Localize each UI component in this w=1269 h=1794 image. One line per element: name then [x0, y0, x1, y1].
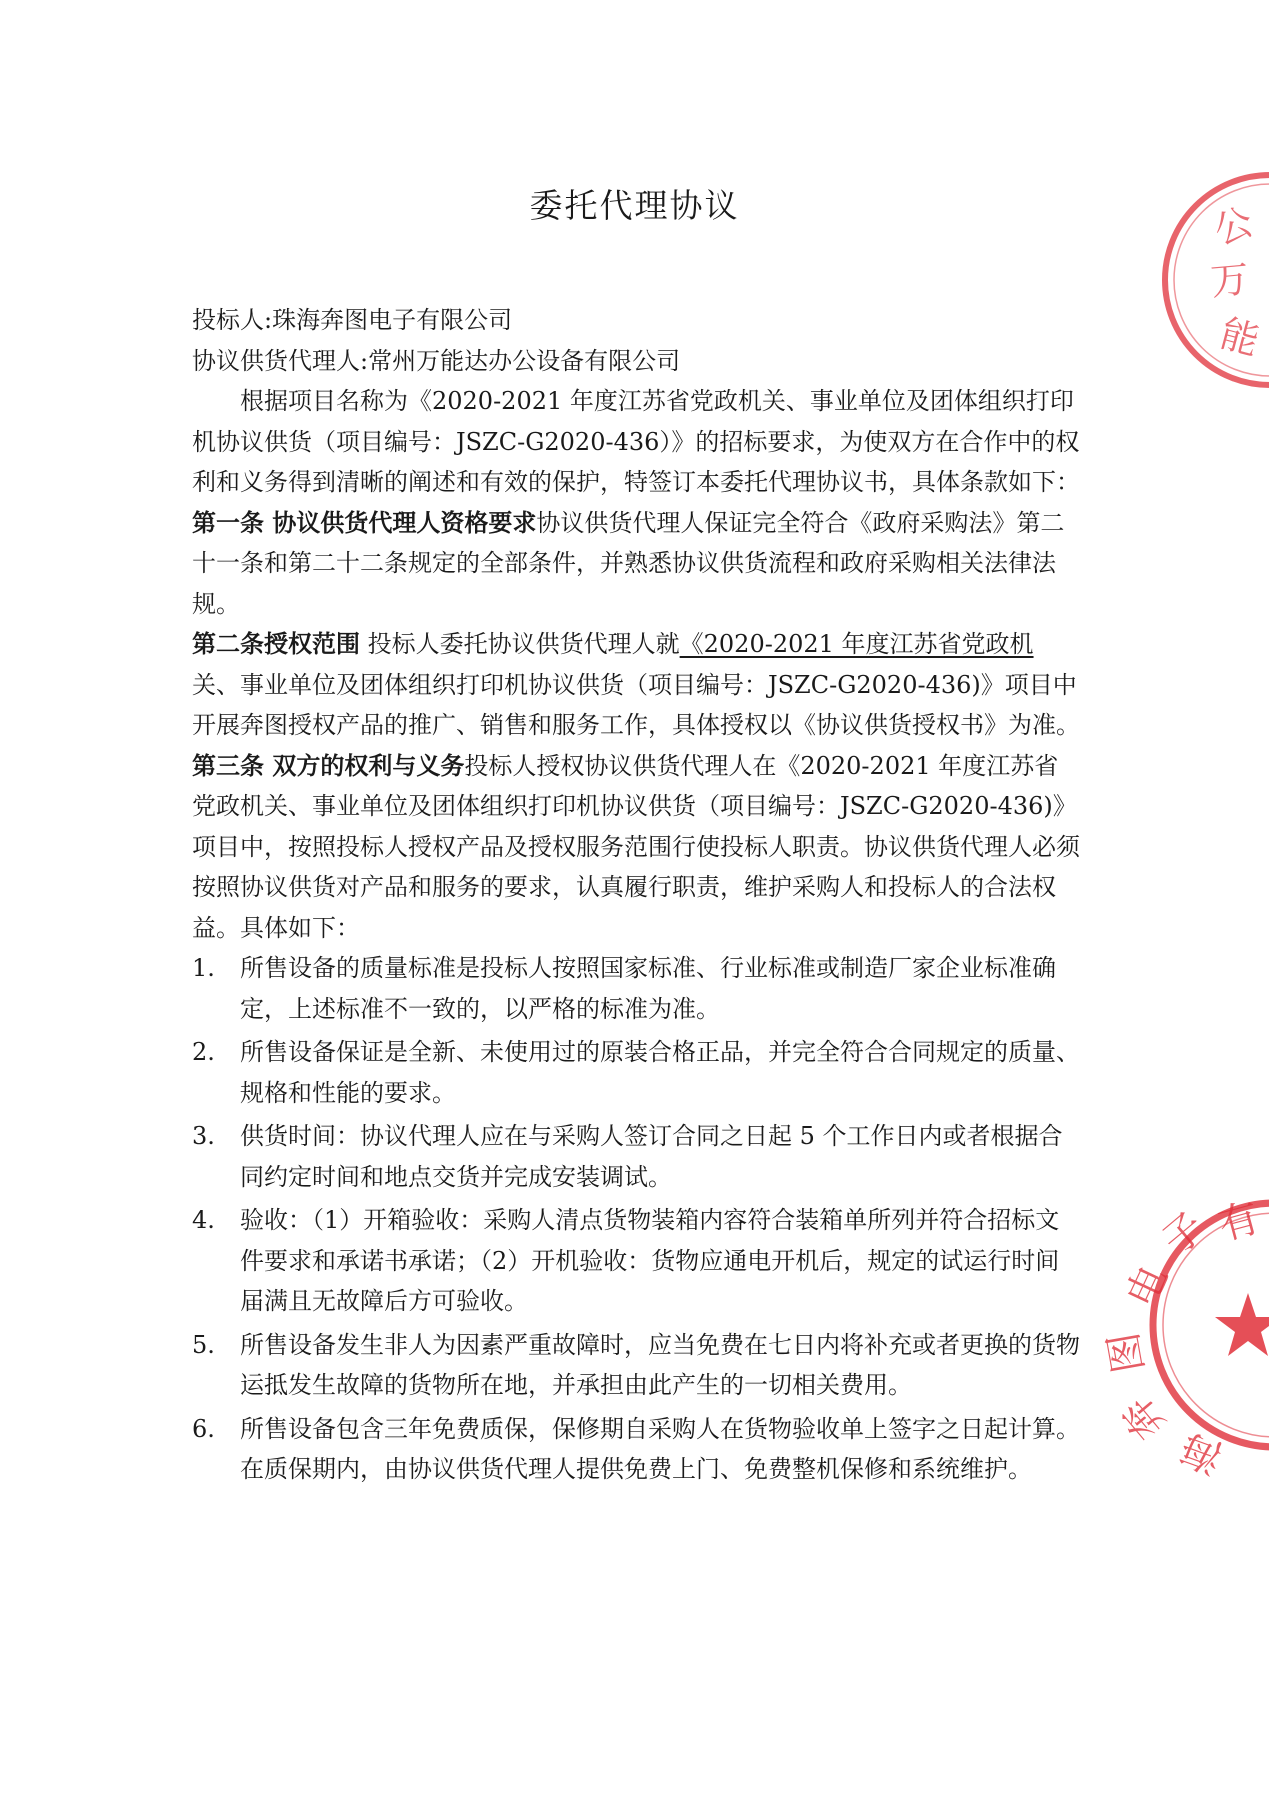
list-item-number: 5.: [192, 1330, 215, 1359]
list-item-text: 供货时间：协议代理人应在与采购人签订合同之日起 5 个工作日内或者根据合同约定时间和地点交货并完成安装调试。: [240, 1122, 1063, 1191]
article-2-heading: 第二条授权范围: [192, 630, 360, 658]
obligation-list: [192, 948, 1080, 1490]
article-3-text: 投标人授权协议供货代理人在《2020-2021 年度江苏省党政机关、事业单位及团体组织打印机协议供货（项目编号：JSZC-G2020-436)》项目中，按照投标人授权产品及授权服务范围行使投标人职责。协议供货代理人必须按照协议供货对产品和服务的要求，认真履行职责，维护采购人和投标人的合法权益。具体如下：: [192, 751, 1080, 942]
company-seal-partial-main: [1100, 1194, 1269, 1481]
svg-text:图: 图: [1100, 1328, 1153, 1377]
list-item-number: 6.: [192, 1414, 215, 1443]
svg-text:子: 子: [1153, 1203, 1215, 1265]
article-2-text-underlined: 《2020-2021 年度江苏省党政机: [679, 630, 1034, 658]
svg-text:能: 能: [1215, 311, 1264, 364]
svg-text:公: 公: [1208, 199, 1259, 254]
svg-text:有: 有: [1213, 1194, 1265, 1250]
company-seal-partial-top: [1150, 160, 1269, 400]
article-1: [192, 503, 1080, 625]
svg-text:电: 电: [1118, 1258, 1177, 1315]
list-item-text: 所售设备保证是全新、未使用过的原装合格正品，并完全符合合同规定的质量、规格和性能的要求。: [240, 1038, 1080, 1107]
document-title: 委托代理协议: [529, 186, 740, 225]
list-item-text: 所售设备包含三年免费质保，保修期自采购人在货物验收单上签字之日起计算。在质保期内，由协议供货代理人提供免费上门、免费整机保修和系统维护。: [240, 1414, 1080, 1483]
article-1-heading: 第一条 协议供货代理人资格要求: [192, 508, 537, 537]
list-item: [192, 1325, 1080, 1406]
document-body: [192, 300, 1080, 1493]
list-item-number: 3.: [192, 1122, 215, 1150]
list-item-text: 所售设备发生非人为因素严重故障时，应当免费在七日内将补充或者更换的货物运抵发生故障的货物所在地，并承担由此产生的一切相关费用。: [240, 1330, 1080, 1399]
article-2-text-pre: 投标人委托协议供货代理人就: [360, 630, 680, 658]
list-item: [192, 1032, 1080, 1113]
list-item-text: 所售设备的质量标准是投标人按照国家标准、行业标准或制造厂家企业标准确定，上述标准不一致的，以严格的标准为准。: [240, 954, 1056, 1023]
svg-text:奔: 奔: [1113, 1387, 1175, 1449]
agent-line: 协议供货代理人:常州万能达办公设备有限公司: [192, 346, 681, 375]
list-item-number: 1.: [192, 954, 215, 982]
article-2-text-post: 关、事业单位及团体组织打印机协议供货（项目编号：JSZC-G2020-436)》项目中开展奔图授权产品的推广、销售和服务工作，具体授权以《协议供货授权书》为准。: [192, 670, 1080, 739]
list-item-number: 2.: [192, 1038, 215, 1066]
list-item: [192, 1116, 1080, 1197]
list-item: [192, 1200, 1080, 1322]
svg-text:海: 海: [1175, 1423, 1229, 1481]
article-3-heading: 第三条 双方的权利与义务: [192, 751, 465, 780]
intro-paragraph: 根据项目名称为《2020-2021 年度江苏省党政机关、事业单位及团体组织打印机协议供货（项目编号：JSZC-G2020-436）》的招标要求，为使双方在合作中的权利和义务得到清晰的阐述和有效的保护，特签订本委托代理协议书，具体条款如下：: [192, 387, 1080, 496]
list-item-number: 4.: [192, 1206, 215, 1234]
list-item: [192, 1409, 1080, 1490]
bidder-line: 投标人:珠海奔图电子有限公司: [192, 306, 513, 334]
article-2: [192, 624, 1080, 746]
svg-text:万: 万: [1208, 256, 1251, 304]
list-item-text: 验收：（1）开箱验收：采购人清点货物装箱内容符合装箱单所列并符合招标文件要求和承诺书承诺；（2）开机验收：货物应通电开机后，规定的试运行时间届满且无故障后方可验收。: [240, 1206, 1060, 1315]
article-1-text: 协议供货代理人保证完全符合《政府采购法》第二十一条和第二十二条规定的全部条件，并熟悉协议供货流程和政府采购相关法律法规。: [192, 508, 1065, 618]
list-item: [192, 948, 1080, 1029]
article-3: [192, 746, 1080, 949]
